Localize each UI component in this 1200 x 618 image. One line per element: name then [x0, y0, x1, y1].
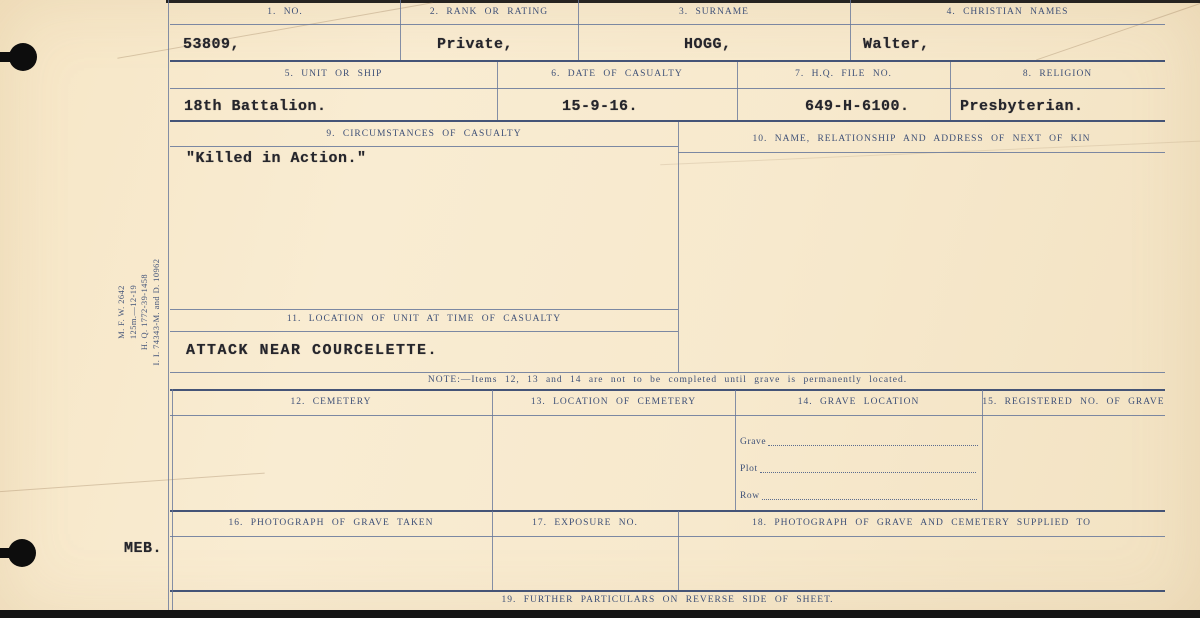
rule [170, 146, 678, 147]
rule [170, 24, 1165, 25]
field-no-label: 1. NO. [267, 7, 303, 17]
field-no-value: 53809, [183, 36, 241, 53]
paper-crease [0, 473, 265, 493]
field-unit-location-value: ATTACK NEAR COURCELETTE. [186, 342, 439, 359]
field-cemetery-label: 12. CEMETERY [290, 397, 372, 407]
field-religion-value: Presbyterian. [960, 98, 1084, 115]
hole-punch-top [9, 43, 37, 71]
dotted-rule [762, 498, 977, 500]
field-christian-names-label: 4. CHRISTIAN NAMES [946, 7, 1069, 17]
field-further-particulars-label: 19. FURTHER PARTICULARS ON REVERSE SIDE OF SHEET. [501, 595, 834, 605]
field-photo-taken-label: 16. PHOTOGRAPH OF GRAVE TAKEN [228, 518, 434, 528]
grave-line [740, 432, 978, 448]
field-circumstances-value: "Killed in Action." [186, 150, 367, 167]
rule [678, 152, 1165, 153]
dotted-rule [768, 444, 978, 446]
rule [170, 536, 1165, 537]
rule [170, 372, 1165, 373]
rule [678, 122, 679, 372]
plot-line [740, 459, 976, 475]
field-cemetery-location-label: 13. LOCATION OF CEMETERY [530, 397, 697, 407]
field-religion-label: 8. RELIGION [1022, 69, 1093, 79]
field-date-of-casualty-label: 6. DATE OF CASUALTY [551, 69, 683, 79]
rule [170, 331, 678, 332]
scan-bottom-edge [0, 610, 1200, 618]
grave-sublabel: Grave [740, 437, 767, 447]
field-photo-supplied-label: 18. PHOTOGRAPH OF GRAVE AND CEMETERY SUPPLIED TO [752, 518, 1091, 528]
row-sublabel: Row [740, 491, 760, 501]
form-number-line: H. Q. 1772-39-1458 [139, 273, 149, 351]
field-hq-file-label: 7. H.Q. FILE NO. [795, 69, 892, 79]
plot-sublabel: Plot [740, 464, 758, 474]
scan-top-edge [166, 0, 1200, 3]
rule [170, 389, 1165, 391]
rule [168, 0, 169, 610]
rule [170, 590, 1165, 592]
clerk-initials-stamp: MEB. [124, 540, 163, 557]
field-exposure-label: 17. EXPOSURE NO. [532, 518, 638, 528]
note-line: NOTE:—Items 12, 13 and 14 are not to be completed until grave is permanently located. [427, 375, 908, 385]
rule [170, 309, 678, 310]
form-number-line: 125m.—12-19 [127, 284, 138, 340]
rule [170, 88, 1165, 89]
field-unit-label: 5. UNIT OR SHIP [284, 69, 383, 79]
field-grave-location-label: 14. GRAVE LOCATION [797, 397, 920, 407]
field-rank-value: Private, [437, 36, 514, 53]
rule [170, 415, 1165, 416]
field-rank-label: 2. RANK OR RATING [429, 7, 549, 17]
form-number-line: M. F. W. 2642 [116, 285, 126, 339]
field-unit-value: 18th Battalion. [184, 98, 327, 115]
hole-punch-bottom [8, 539, 36, 567]
rule [170, 120, 1165, 122]
form-number-line: I. I. 74343-M. and D. 10962 [150, 258, 161, 366]
field-hq-file-value: 649-H-6100. [805, 98, 910, 115]
rule [170, 510, 1165, 512]
form-number-stamp [116, 242, 164, 382]
row-line [740, 486, 977, 502]
field-date-of-casualty-value: 15-9-16. [562, 98, 639, 115]
field-next-of-kin-label: 10. NAME, RELATIONSHIP AND ADDRESS OF NEXT OF KIN [752, 134, 1091, 144]
field-christian-names-value: Walter, [863, 36, 930, 53]
field-circumstances-label: 9. CIRCUMSTANCES OF CASUALTY [326, 129, 522, 139]
field-surname-label: 3. SURNAME [679, 7, 749, 17]
field-surname-value: HOGG, [684, 36, 732, 53]
dotted-rule [760, 471, 976, 473]
rule [170, 60, 1165, 62]
rule [172, 389, 173, 610]
field-unit-location-label: 11. LOCATION OF UNIT AT TIME OF CASUALTY [286, 314, 562, 324]
field-registered-grave-label: 15. REGISTERED NO. OF GRAVE [982, 397, 1165, 407]
